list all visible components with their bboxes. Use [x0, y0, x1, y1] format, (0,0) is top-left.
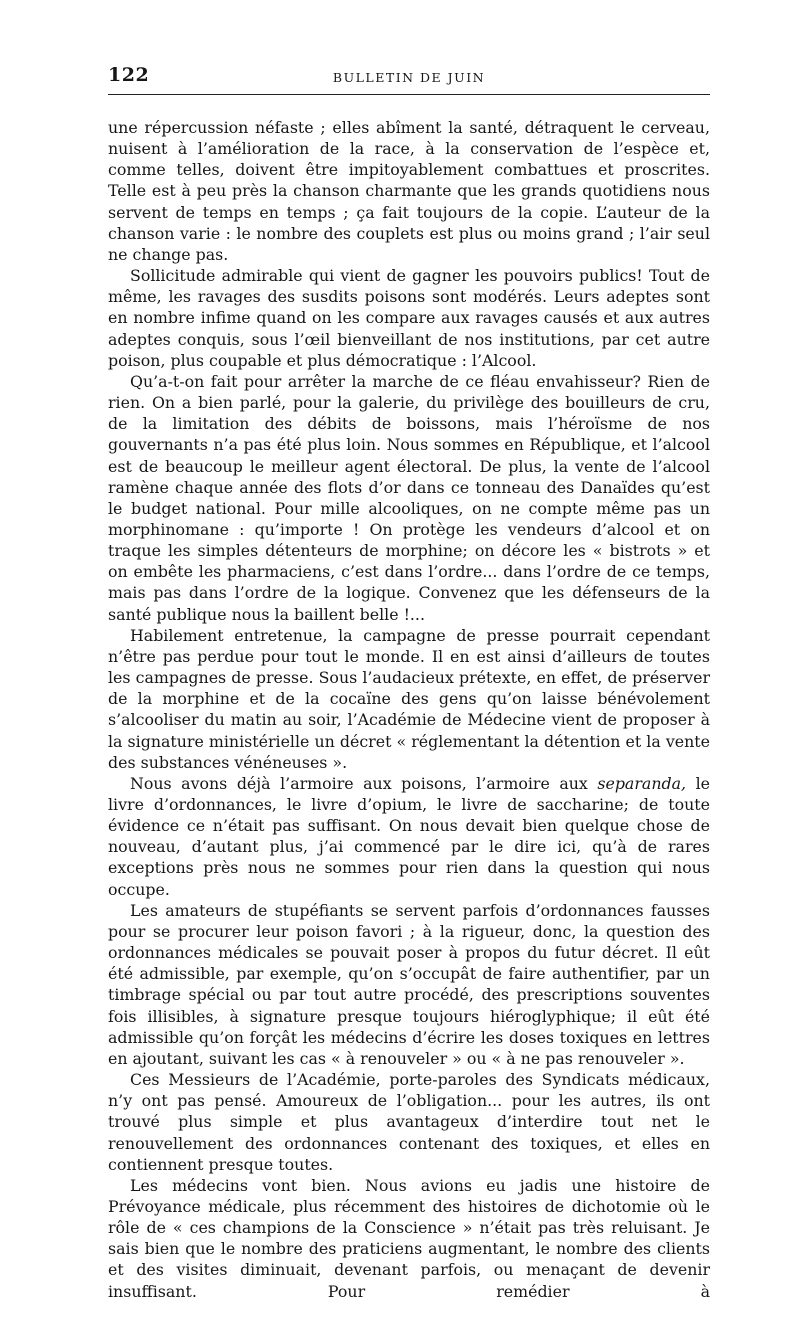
paragraph [108, 773, 710, 900]
paragraph: Les médecins vont bien. Nous avions eu jadis une histoire de Prévoyance médicale, plus récemment des histoires de dichotomie où le rôle de « ces champions de la Conscience » n’était pas très reluisant. Je sais bien que le nombre des praticiens augmentant, le nombre des clients et des visites diminuait, devenant parfois, ou menaçant de devenir insuffisant. Pour remédier à [108, 1175, 710, 1301]
page-number: 122 [108, 64, 150, 86]
paragraph: Ces Messieurs de l’Académie, porte-paroles des Syndicats médicaux, n’y ont pas pensé. Amoureux de l’obligation... pour les autres, ils ont trouvé plus simple et plus avantageux d’interdire tout net le renouvellement des ordonnances contenant des toxiques, et elles en contiennent presque toutes. [108, 1070, 710, 1174]
paragraph: Qu’a-t-on fait pour arrêter la marche de ce fléau envahisseur? Rien de rien. On a bien parlé, pour la galerie, du privilège des bouilleurs de cru, de la limitation des débits de boissons, mais l’héroïsme de nos gouvernants n’a pas été plus loin. Nous sommes en République, et l’alcool est de beaucoup le meilleur agent électoral. De plus, la vente de l’alcool ramène chaque année des flots d’or dans ce tonneau des Danaïdes qu’est le budget national. Pour mille alcooliques, on ne compte même pas un morphinomane : qu’importe ! On protège les vendeurs d’alcool et on traque les simples détenteurs de morphine; on décore les « bistrots » et on embête les pharmaciens, c’est dans l’ordre... dans l’ordre de ce temps, mais pas dans l’ordre de la logique. Convenez que les défenseurs de la santé publique nous la baillent belle !... [108, 371, 710, 624]
page [108, 62, 710, 92]
paragraph: Habilement entretenue, la campagne de presse pourrait cependant n’être pas perdue pour tout le monde. Il en est ainsi d’ailleurs de toutes les campagnes de presse. Sous l’audacieux prétexte, en effet, de préserver de la morphine et de la cocaïne des gens qu’on laisse bénévolement s’alcooliser du matin au soir, l’Académie de Médecine vient de proposer à la signature ministérielle un décret « réglementant la détention et la vente des substances vénéneuses ». [108, 625, 710, 772]
article-body [108, 117, 710, 1302]
running-title: BULLETIN DE JUIN [332, 70, 486, 85]
italic-term: separanda, [597, 773, 687, 793]
paragraph: une répercussion néfaste ; elles abîment la santé, détraquent le cerveau, nuisent à l’amélioration de la race, à la conservation de l’espèce et, comme telles, doivent être impitoyablement combattues et proscrites. Telle est à peu près la chanson charmante que les grands quotidiens nous servent de temps en temps ; ça fait toujours de la copie. L’auteur de la chanson varie : le nombre des couplets est plus ou moins grand ; l’air seul ne change pas. [108, 118, 710, 264]
header-rule [108, 94, 710, 95]
paragraph: Les amateurs de stupéfiants se servent parfois d’ordonnances fausses pour se procurer leur poison favori ; à la rigueur, donc, la question des ordonnances médicales se pouvait poser à propos du futur décret. Il eût été admissible, par exemple, qu’on s’occupât de faire authentifier, par un timbrage spécial ou par tout autre procédé, des prescriptions souventes fois illisibles, à signature presque toujours hiéroglyphique; il eût été admissible qu’on forçât les médecins d’écrire les doses toxiques en lettres en ajoutant, suivant les cas « à renouveler » ou « à ne pas renouveler ». [108, 900, 710, 1068]
paragraph-text: le livre d’ordonnances, le livre d’opium, le livre de saccharine; de toute évidence ce n’était pas suffisant. On nous devait bien quelque chose de nouveau, d’autant plus, j’ai commencé par le dire ici, qu’à de rares exceptions près nous ne sommes pour rien dans la question qui nous occupe. [108, 773, 710, 899]
paragraph-text: Nous avons déjà l’armoire aux poisons, l’armoire aux [130, 773, 598, 793]
paragraph: Sollicitude admirable qui vient de gagner les pouvoirs publics! Tout de même, les ravages des susdits poisons sont modérés. Leurs adeptes sont en nombre infime quand on les compare aux ravages causés et aux autres adeptes conquis, sous l’œil bienveillant de nos institutions, par cet autre poison, plus coupable et plus démocratique : l’Alcool. [108, 266, 710, 370]
page-header [108, 62, 710, 92]
